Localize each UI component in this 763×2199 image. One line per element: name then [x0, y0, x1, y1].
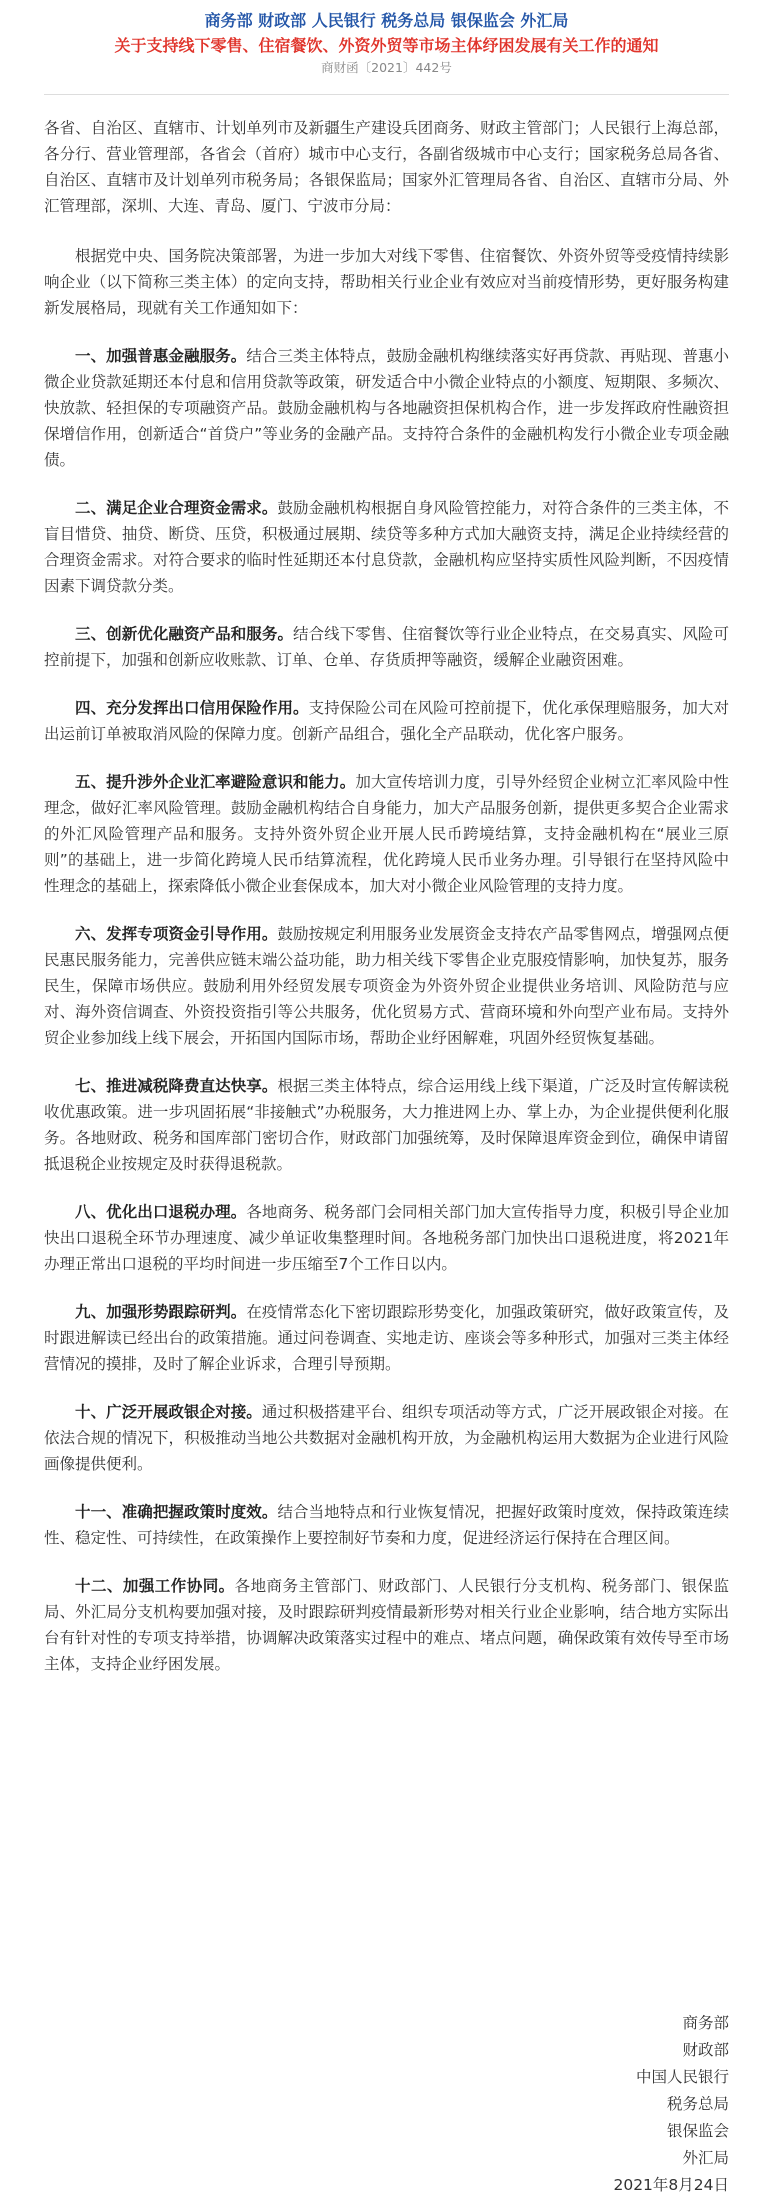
section-body: 通过积极搭建平台、组织专项活动等方式，广泛开展政银企对接。在依法合规的情况下，积极推动当地公共数据对金融机构开放，为金融机构运用大数据为企业进行风险画像提供便利。	[44, 1403, 729, 1473]
document-title: 关于支持线下零售、住宿餐饮、外资外贸等市场主体纾困发展有关工作的通知	[114, 36, 659, 55]
document-date: 2021年8月24日	[613, 2176, 729, 2194]
section-heading: 十二、加强工作协同。	[75, 1577, 235, 1595]
section-paragraph	[44, 621, 729, 673]
sections-list	[44, 343, 729, 1677]
intro-paragraph: 根据党中央、国务院决策部署，为进一步加大对线下零售、住宿餐饮、外资外贸等受疫情持续影响企业（以下简称三类主体）的定向支持，帮助相关行业企业有效应对当前疫情形势，更好服务构建新发展格局，现就有关工作通知如下：	[44, 247, 729, 317]
section-heading: 十、广泛开展政银企对接。	[75, 1403, 262, 1421]
section-body: 各地商务主管部门、财政部门、人民银行分支机构、税务部门、银保监局、外汇局分支机构要加强对接，及时跟踪研判疫情最新形势对相关行业企业影响，结合地方实际出台有针对性的专项支持举措，协调解决政策落实过程中的难点、堵点问题，确保政策有效传导至市场主体，支持企业纾困发展。	[44, 1577, 729, 1673]
section-paragraph	[44, 1299, 729, 1377]
section-body: 结合当地特点和行业恢复情况，把握好政策时度效，保持政策连续性、稳定性、可持续性，在政策操作上要控制好节奏和力度，促进经济运行保持在合理区间。	[44, 1503, 729, 1547]
section-paragraph	[44, 343, 729, 473]
section-paragraph	[44, 1573, 729, 1677]
section-paragraph	[44, 1399, 729, 1477]
signature-block	[613, 2010, 729, 2199]
section-paragraph	[44, 695, 729, 747]
section-paragraph	[44, 1499, 729, 1551]
signature-tax: 税务总局	[666, 2095, 729, 2113]
document-header	[44, 0, 729, 78]
signature-cbirc: 银保监会	[666, 2122, 729, 2140]
signature-safe: 外汇局	[682, 2149, 729, 2167]
section-heading: 七、推进减税降费直达快享。	[75, 1077, 278, 1095]
section-paragraph	[44, 1199, 729, 1277]
section-body: 加大宣传培训力度，引导外经贸企业树立汇率风险中性理念，做好汇率风险管理。鼓励金融机构结合自身能力，加大产品服务创新，提供更多契合企业需求的外汇风险管理产品和服务。支持外资外贸企业开展人民币跨境结算，支持金融机构在“展业三原则”的基础上，进一步简化跨境人民币结算流程，优化跨境人民币业务办理。引导银行在坚持风险中性理念的基础上，探索降低小微企业套保成本，加大对小微企业风险管理的支持力度。	[44, 773, 729, 895]
section-heading: 四、充分发挥出口信用保险作用。	[75, 699, 309, 717]
section-heading: 三、创新优化融资产品和服务。	[75, 625, 294, 643]
section-body: 鼓励按规定利用服务业发展资金支持农产品零售网点，增强网点便民惠民服务能力，完善供应链末端公益功能，助力相关线下零售企业克服疫情影响，加快复苏，服务民生，保障市场供应。鼓励利用外经贸发展专项资金为外资外贸企业提供业务培训、风险防范与应对、海外资信调查、外资投资指引等公共服务，优化贸易方式、营商环境和外向型产业布局。支持外贸企业参加线上线下展会，开拓国内国际市场，帮助企业纾困解难，巩固外经贸恢复基础。	[44, 925, 729, 1047]
signature-commerce: 商务部	[682, 2014, 729, 2032]
section-body: 根据三类主体特点，综合运用线上线下渠道，广泛及时宣传解读税收优惠政策。进一步巩固拓展“非接触式”办税服务，大力推进网上办、掌上办，为企业提供便利化服务。各地财政、税务和国库部门密切合作，财政部门加强统筹，及时保障退库资金到位，确保申请留抵退税企业按规定及时获得退税款。	[44, 1077, 729, 1173]
section-heading: 一、加强普惠金融服务。	[75, 347, 247, 365]
document-number: 商财函〔2021〕442号	[321, 60, 452, 75]
section-body: 结合线下零售、住宿餐饮等行业企业特点，在交易真实、风险可控前提下，加强和创新应收账款、订单、仓单、存货质押等融资，缓解企业融资困难。	[44, 625, 729, 669]
section-heading: 五、提升涉外企业汇率避险意识和能力。	[75, 773, 356, 791]
section-body: 支持保险公司在风险可控前提下，优化承保理赔服务，加大对出运前订单被取消风险的保障力度。创新产品组合，强化全产品联动，优化客户服务。	[44, 699, 729, 743]
section-heading: 八、优化出口退税办理。	[75, 1203, 247, 1221]
signature-pboc: 中国人民银行	[635, 2068, 729, 2086]
section-paragraph	[44, 495, 729, 599]
section-heading: 十一、准确把握政策时度效。	[75, 1503, 278, 1521]
section-body: 鼓励金融机构根据自身风险管控能力，对符合条件的三类主体，不盲目惜贷、抽贷、断贷、压贷，积极通过展期、续贷等多种方式加大融资支持，满足企业持续经营的合理资金需求。对符合要求的临时性延期还本付息贷款，金融机构应坚持实质性风险判断，不因疫情因素下调贷款分类。	[44, 499, 729, 595]
section-body: 结合三类主体特点，鼓励金融机构继续落实好再贷款、再贴现、普惠小微企业贷款延期还本付息和信用贷款等政策，研发适合中小微企业特点的小额度、短期限、多频次、快放款、轻担保的专项融资产品。鼓励金融机构与各地融资担保机构合作，进一步发挥政府性融资担保增信作用，创新适合“首贷户”等业务的金融产品。支持符合条件的金融机构发行小微企业专项金融债。	[44, 347, 729, 469]
issuing-agencies: 商务部 财政部 人民银行 税务总局 银保监会 外汇局	[204, 11, 569, 30]
section-body: 在疫情常态化下密切跟踪形势变化，加强政策研究，做好政策宣传，及时跟进解读已经出台的政策措施。通过问卷调查、实地走访、座谈会等多种形式，加强对三类主体经营情况的摸排，及时了解企业诉求，合理引导预期。	[44, 1303, 729, 1373]
section-paragraph	[44, 921, 729, 1051]
section-heading: 二、满足企业合理资金需求。	[75, 499, 278, 517]
section-heading: 六、发挥专项资金引导作用。	[75, 925, 278, 943]
header-divider	[44, 94, 729, 95]
section-paragraph	[44, 1073, 729, 1177]
recipients-paragraph: 各省、自治区、直辖市、计划单列市及新疆生产建设兵团商务、财政主管部门；人民银行上海总部，各分行、营业管理部，各省会（首府）城市中心支行，各副省级城市中心支行；国家税务总局各省、自治区、直辖市及计划单列市税务局；各银保监局；国家外汇管理局各省、自治区、直辖市分局、外汇管理部，深圳、大连、青岛、厦门、宁波市分局：	[44, 119, 729, 215]
section-heading: 九、加强形势跟踪研判。	[75, 1303, 247, 1321]
section-body: 各地商务、税务部门会同相关部门加大宣传指导力度，积极引导企业加快出口退税全环节办理速度、减少单证收集整理时间。各地税务部门加快出口退税进度，将2021年办理正常出口退税的平均时间进一步压缩至7个工作日以内。	[44, 1203, 729, 1273]
signature-finance: 财政部	[682, 2041, 729, 2059]
section-paragraph	[44, 769, 729, 899]
